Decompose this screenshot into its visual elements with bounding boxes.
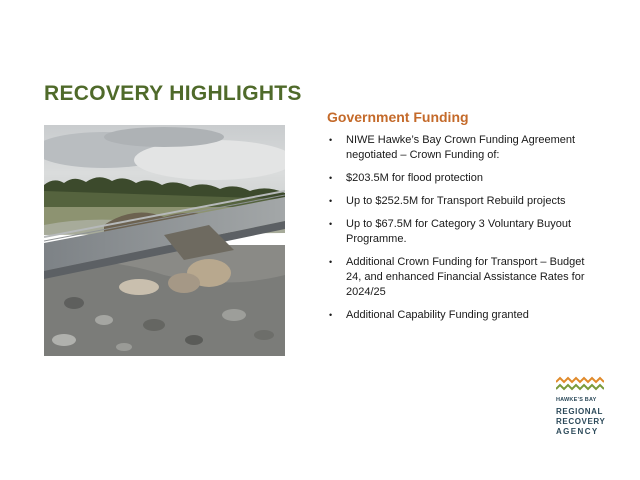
logo-line-regional: REGIONAL (556, 407, 604, 416)
bullet-item (327, 255, 587, 300)
bullet-item (327, 217, 587, 247)
slide-title: RECOVERY HIGHLIGHTS (44, 82, 302, 105)
bullet-text: Up to $67.5M for Category 3 Voluntary Buyout Programme. (346, 218, 572, 245)
section-heading: Government Funding (327, 109, 469, 125)
wave-logo-icon (556, 376, 604, 392)
logo-line-agency: AGENCY (556, 427, 599, 436)
bullet-dot: • (329, 196, 333, 206)
funding-bullet-list (327, 133, 587, 331)
logo-line-recovery: RECOVERY (556, 417, 606, 426)
bullet-text: NIWE Hawke’s Bay Crown Funding Agreement negotiated – Crown Funding of: (346, 134, 576, 161)
bullet-item (327, 308, 587, 323)
logo-line-region: HAWKE’S BAY (556, 397, 597, 403)
bullet-item (327, 133, 587, 163)
bullet-dot: • (329, 135, 333, 145)
bullet-item (327, 194, 587, 209)
bullet-text: Additional Crown Funding for Transport – Budget 24, and enhanced Financial Assistance Rates for 2024/25 (346, 256, 585, 298)
bullet-dot: • (329, 173, 333, 183)
bullet-text: $203.5M for flood protection (346, 172, 483, 184)
bullet-item (327, 171, 587, 186)
agency-logo (556, 376, 612, 448)
bullet-dot: • (329, 310, 333, 320)
collapsed-bridge-photo (44, 125, 285, 356)
bullet-text: Additional Capability Funding granted (346, 309, 529, 321)
bullet-text: Up to $252.5M for Transport Rebuild projects (346, 195, 566, 207)
bullet-dot: • (329, 257, 333, 267)
bullet-dot: • (329, 219, 333, 229)
